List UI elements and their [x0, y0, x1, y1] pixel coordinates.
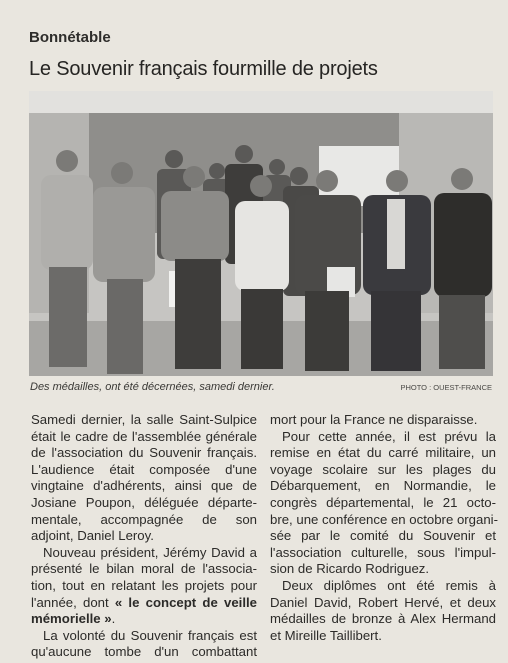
- text-line: Josiane Poupon, déléguée départe-: [31, 494, 257, 510]
- text-line: Nouveau président, Jérémy David a: [43, 544, 257, 560]
- text-line: mentale, accompagnée de son: [31, 511, 257, 527]
- text-run: l'année, dont: [31, 594, 109, 610]
- text-line: qu'aucune tombe d'un combattant: [31, 644, 257, 660]
- text-line: était le cadre de l'assemblée générale: [31, 428, 257, 444]
- text-line: sion de Ricardo Rodriguez.: [270, 561, 430, 577]
- paragraph-4: [270, 412, 496, 429]
- article-headline: Le Souvenir français fourmille de projets: [29, 58, 378, 80]
- text-line: Samedi dernier, la salle Saint-Sulpice: [31, 412, 257, 427]
- text-line: adjoint, Daniel Leroy.: [31, 528, 154, 544]
- article-column-2: [270, 412, 496, 644]
- photo-caption: Des médailles, ont été décernées, samedi dernier.: [30, 381, 275, 393]
- text-line: Pour cette année, il est prévu la: [282, 428, 496, 444]
- paragraph-1: [31, 412, 257, 545]
- text-line: sée par le comité du Souvenir et: [270, 528, 496, 544]
- group-photo: [29, 91, 493, 376]
- text-line: Daniel David, Robert Hervé, et deux: [270, 594, 496, 610]
- text-line: vingtaine d'adhérents, ainsi que de: [31, 478, 257, 494]
- text-line: tion, tout en relatant les projets pour: [31, 577, 257, 593]
- bold-quote-end: mémorielle »: [31, 611, 112, 627]
- text-line: et Mireille Taillibert.: [270, 627, 382, 643]
- bleed-through-text: [430, 18, 500, 32]
- paragraph-6: [270, 578, 496, 644]
- text-line: remise en état du carré militaire, un: [270, 445, 496, 461]
- paragraph-3: [31, 628, 257, 661]
- text-line: de l'association du Souvenir français.: [31, 445, 257, 461]
- section-locality: Bonnétable: [29, 29, 111, 46]
- text-line: médailles de bronze à Alex Hermand: [270, 611, 496, 627]
- text-line: congrès départemental, le 21 octo-: [270, 494, 496, 510]
- text-line: l'association culturelle, sous l'impul-: [270, 544, 496, 560]
- text-line: La volonté du Souvenir français est: [43, 627, 257, 643]
- bold-quote-start: « le concept de veille: [114, 594, 258, 610]
- text-run: .: [111, 611, 116, 627]
- text-line: Débarquement, en Normandie, le: [270, 478, 496, 494]
- photo-credit: PHOTO : OUEST-FRANCE: [400, 383, 492, 392]
- paragraph-5: [270, 429, 496, 578]
- text-line: [31, 595, 257, 612]
- text-line: bre, une conférence en octobre organi-: [270, 511, 498, 527]
- text-line: voyage scolaire sur les plages du: [270, 461, 496, 477]
- text-line: présenté le bilan moral de l'associa-: [31, 561, 257, 577]
- text-line: L'audience était composée d'une: [31, 461, 257, 477]
- article-column-1: [31, 412, 257, 661]
- text-line: [31, 611, 257, 628]
- paragraph-2: [31, 545, 257, 628]
- text-line: Deux diplômes ont été remis à: [282, 577, 496, 593]
- text-line: mort pour la France ne disparaisse.: [270, 412, 478, 427]
